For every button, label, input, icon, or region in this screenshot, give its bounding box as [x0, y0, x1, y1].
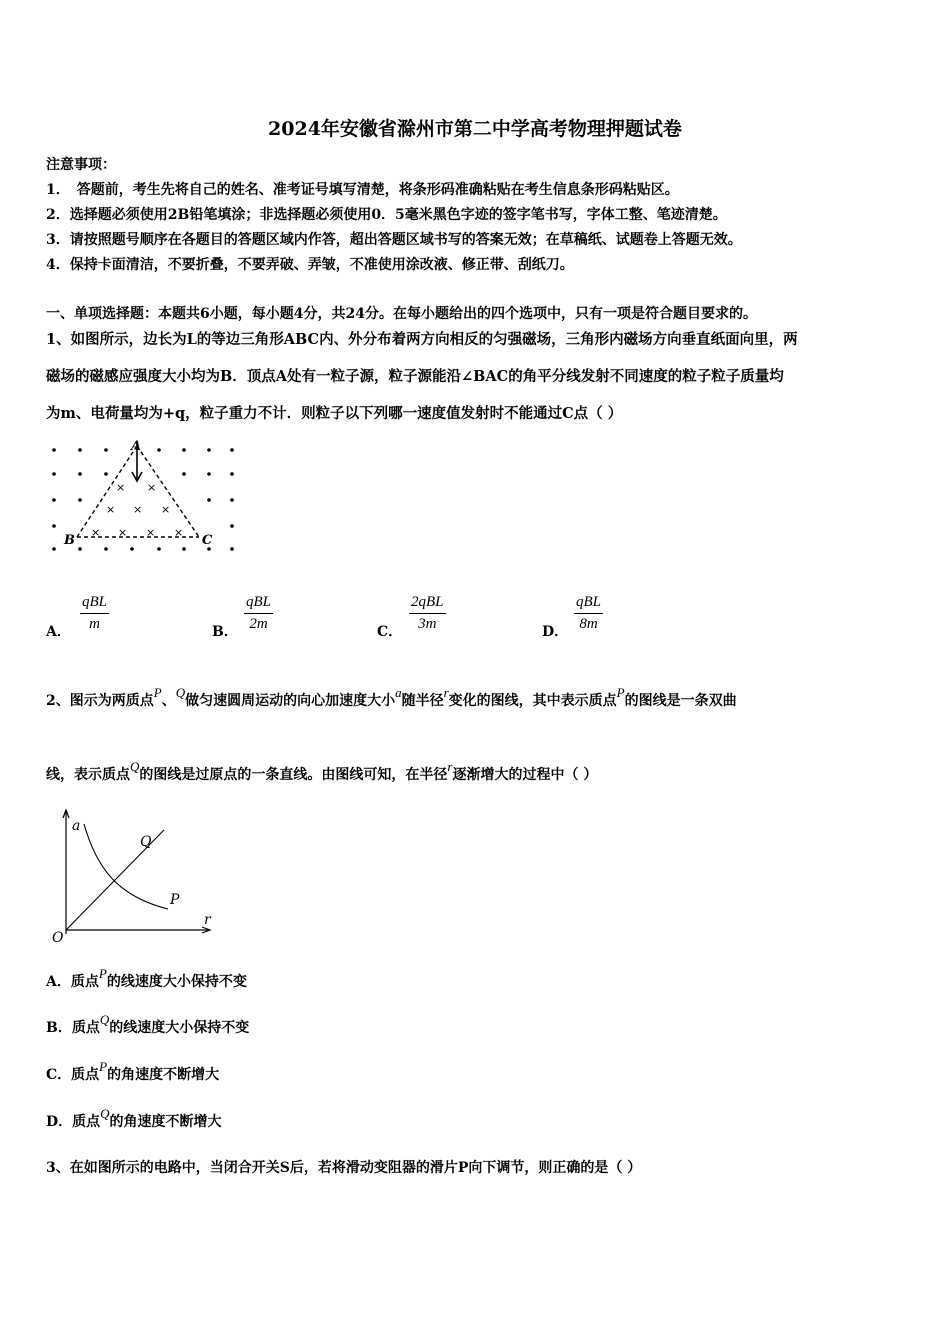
svg-text:×: ×: [174, 526, 184, 539]
svg-text:×: ×: [118, 526, 128, 539]
label-a: A: [131, 439, 142, 454]
origin-label: O: [52, 930, 64, 946]
q1-text-line2: 磁场的磁感应强度大小均为B．顶点A处有一粒子源，粒子源能沿∠BAC的角平分线发射不同速度的粒子粒子质量均: [46, 368, 784, 385]
svg-text:×: ×: [91, 526, 101, 539]
notice-item-2: 2．选择题必须使用2B铅笔填涂；非选择题必须使用0．5毫米黑色字迹的签字笔书写，字体工整、笔迹清楚。: [46, 207, 727, 223]
q2-option-b[interactable]: B．质点Q的线速度大小保持不变: [46, 1012, 250, 1036]
q2-option-c[interactable]: C．质点P的角速度不断增大: [46, 1059, 220, 1083]
curve-p-hyperbola: [84, 824, 168, 909]
q1-option-b-value: qBL 2m: [246, 594, 272, 632]
field-crosses: [91, 481, 183, 539]
svg-text:×: ×: [106, 503, 116, 516]
svg-text:×: ×: [147, 481, 157, 494]
q1-option-c-label[interactable]: C．: [377, 624, 403, 640]
curve-q-label: Q: [140, 834, 152, 850]
notice-heading: 注意事项：: [46, 157, 116, 173]
curve-p-label: P: [170, 892, 180, 908]
q3-text: 3、在如图所示的电路中，当闭合开关S后，若将滑动变阻器的滑片P向下调节，则正确的是（ ）: [46, 1160, 642, 1176]
axis-y-label: a: [72, 818, 81, 834]
q1-option-b-label[interactable]: B．: [212, 624, 238, 640]
q2-text-line2: 线，表示质点Q的图线是过原点的一条直线。由图线可知，在半径r逐渐增大的过程中（ ）: [46, 759, 598, 783]
page-title: 2024年安徽省滁州市第二中学高考物理押题试卷: [268, 118, 682, 140]
section-heading: 一、单项选择题：本题共6小题，每小题4分，共24分。在每小题给出的四个选项中，只有一项是符合题目要求的。: [46, 306, 757, 322]
q1-option-c-value: 2qBL 3m: [411, 594, 444, 632]
q2-option-d[interactable]: D．质点Q的角速度不断增大: [46, 1106, 222, 1130]
q2-text-line1: 2、图示为两质点P、Q做匀速圆周运动的向心加速度大小a随半径r变化的图线，其中表示质点P的图线是一条双曲: [46, 685, 737, 709]
q1-option-a-value: qBL m: [82, 594, 108, 632]
q1-options: [46, 594, 846, 642]
svg-text:×: ×: [133, 503, 143, 516]
svg-text:×: ×: [161, 503, 171, 516]
notice-item-4: 4．保持卡面清洁，不要折叠，不要弄破、弄皱，不准使用涂改液、修正带、刮纸刀。: [46, 257, 574, 273]
q1-magnetic-field-figure: [44, 434, 242, 558]
q1-text-line3: 为m、电荷量均为+q，粒子重力不计．则粒子以下列哪一速度值发射时不能通过C点（ ）: [46, 405, 623, 422]
notice-item-3: 3．请按照题号顺序在各题目的答题区域内作答，超出答题区域书写的答案无效；在草稿纸、试题卷上答题无效。: [46, 232, 742, 248]
svg-text:×: ×: [116, 481, 126, 494]
label-c: C: [202, 533, 213, 548]
triangle-abc: [77, 446, 199, 537]
svg-text:×: ×: [146, 526, 156, 539]
q2-option-a[interactable]: A．质点P的线速度大小保持不变: [46, 966, 247, 990]
axis-x-label: r: [204, 912, 211, 928]
q1-option-d-label[interactable]: D．: [542, 624, 569, 640]
label-b: B: [64, 533, 75, 548]
q1-option-a-label[interactable]: A．: [46, 624, 71, 640]
q1-text-line1: 1、如图所示，边长为L的等边三角形ABC内、外分布着两方向相反的匀强磁场，三角形内磁场方向垂直纸面向里，两: [46, 331, 798, 348]
q1-option-d-value: qBL 8m: [576, 594, 602, 632]
notice-item-1: 1． 答题前，考生先将自己的姓名、准考证号填写清楚，将条形码准确粘贴在考生信息条形码粘贴区。: [46, 182, 679, 198]
q2-graph: [44, 806, 224, 946]
